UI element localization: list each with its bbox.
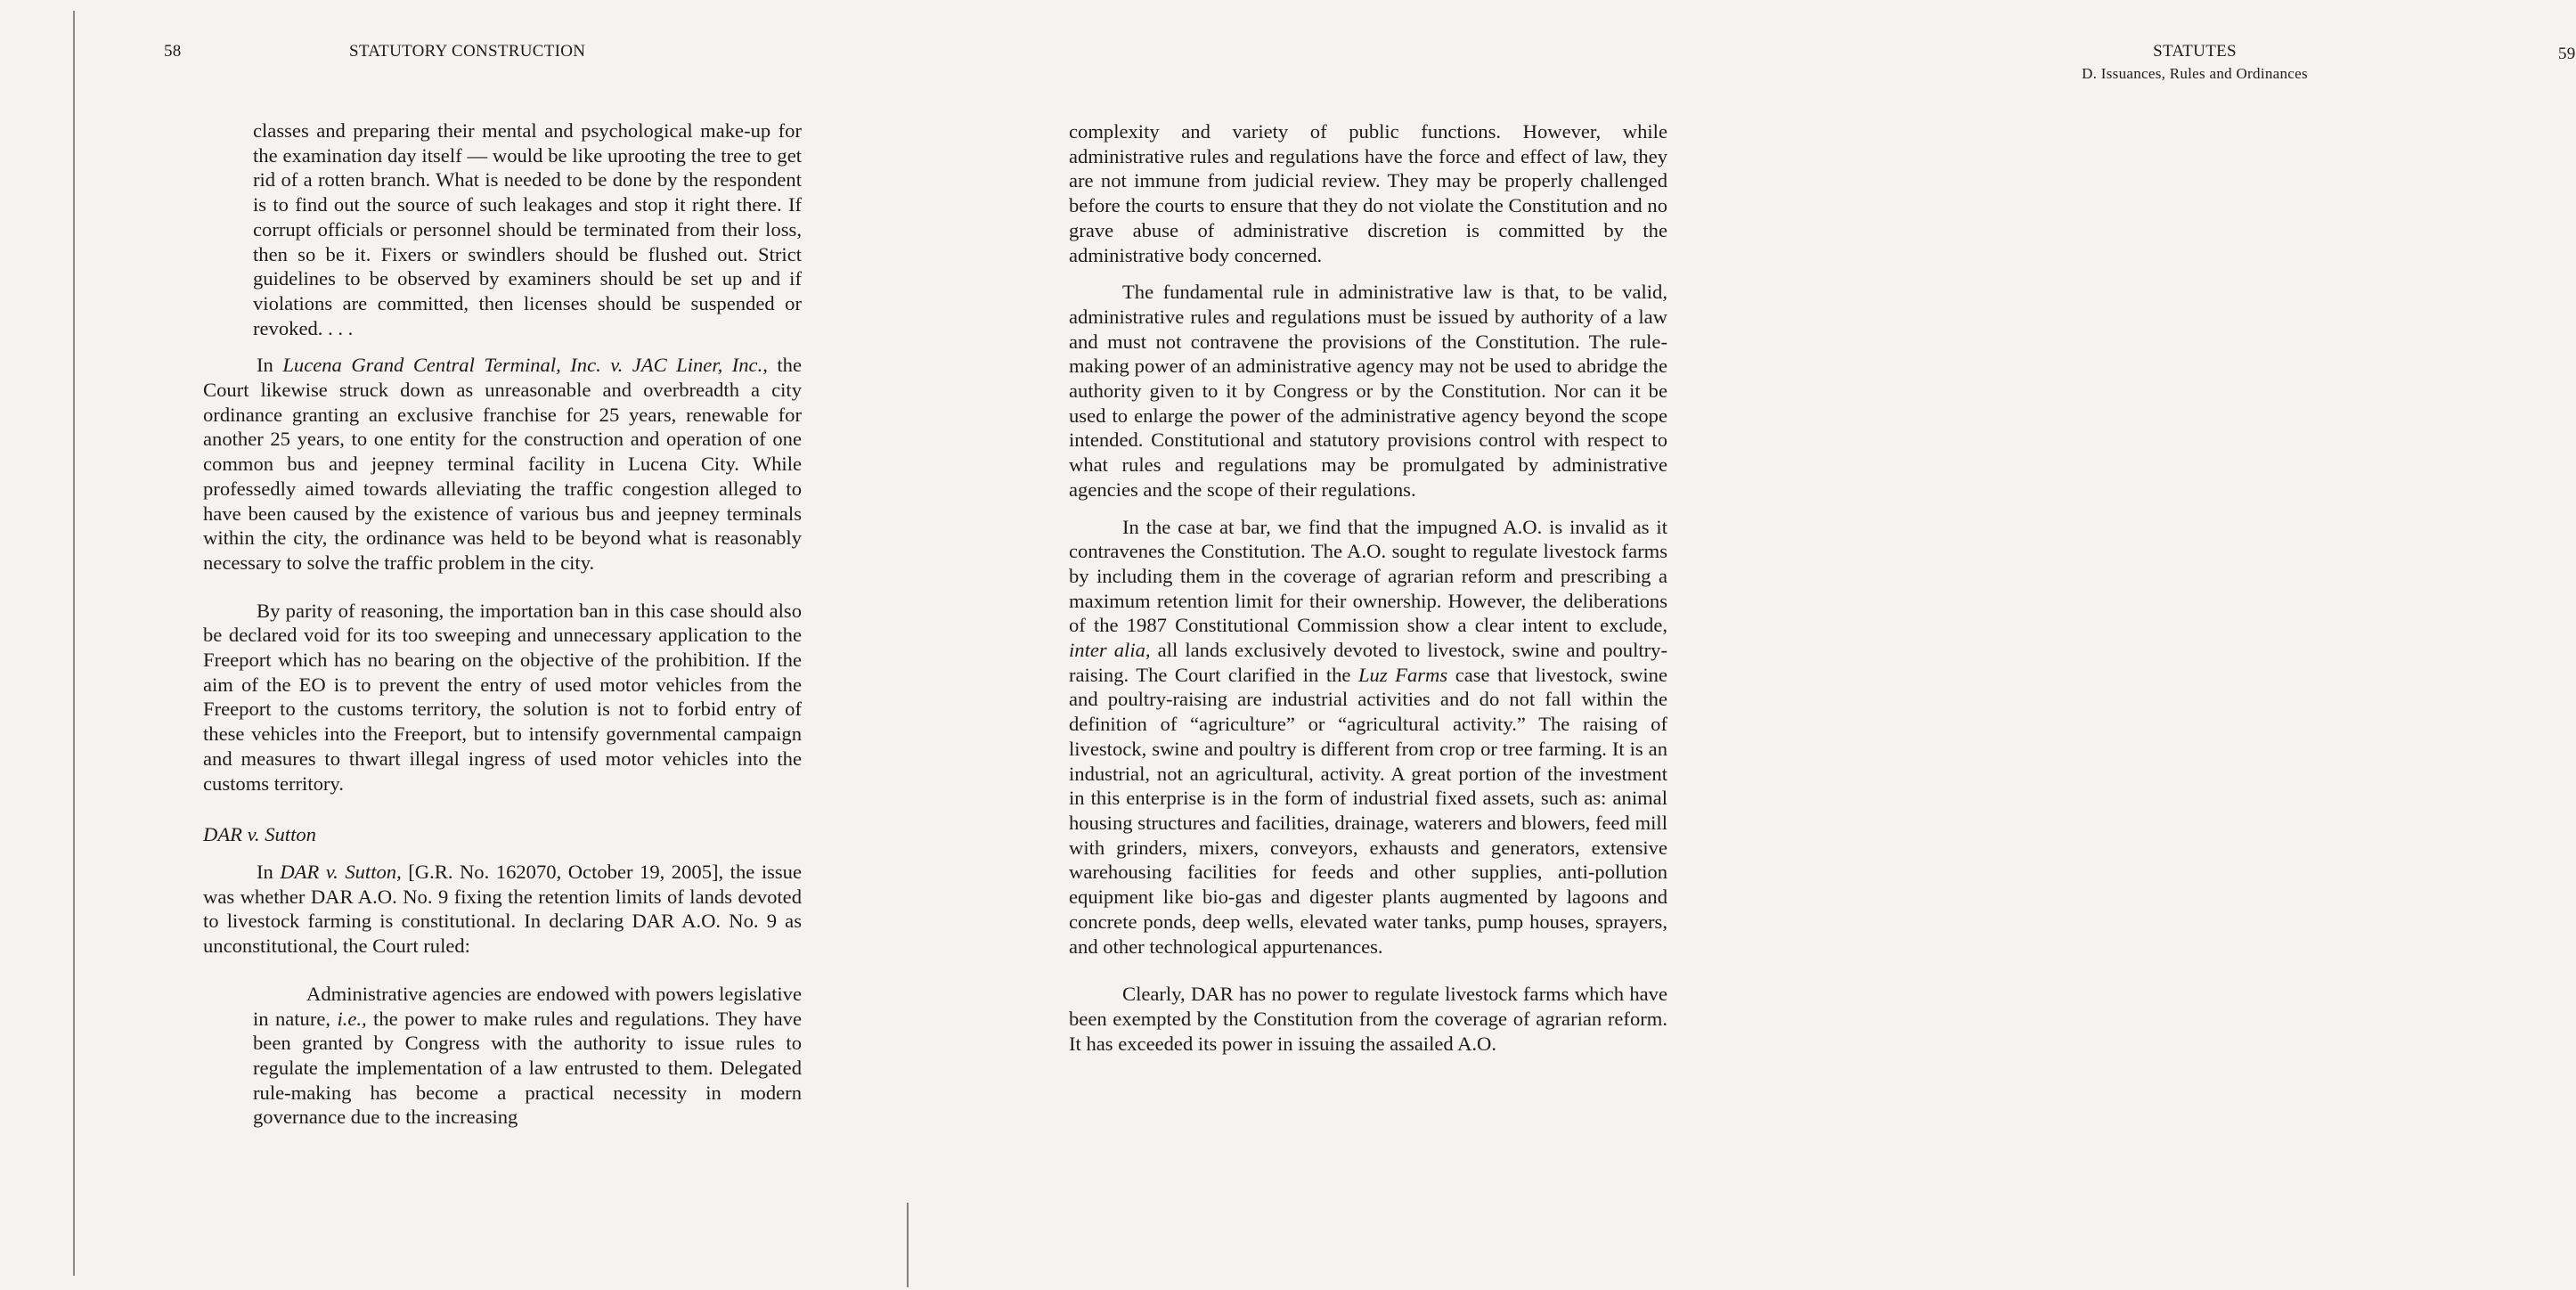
running-head-title: STATUTES	[2153, 42, 2237, 61]
right-text-column	[1069, 119, 1667, 1056]
running-head-right	[2061, 42, 2328, 83]
page-number-right: 59	[2558, 45, 2576, 63]
left-page	[0, 0, 912, 1290]
block-quote: Administrative agencies are endowed with powers legislative in nature, i.e., the power to make rules and regulations. They have been granted by Congress with the authority to issue rules to regulate the implementation of a law entrusted to them. Delegated rule-making has become a practical necessity in modern governance due to the increasing	[253, 982, 802, 1129]
gutter-line	[907, 1203, 909, 1287]
case-at-bar-paragraph: In the case at bar, we find that the impugned A.O. is invalid as it contravenes the Constitution. The A.O. sought to regulate livestock farms by including them in the coverage of agrarian reform and prescribing a maximum retention limit for their ownership. However, the deliberations of the 1987 Constitutional Commission show a clear intent to exclude, inter alia, all lands exclusively devoted to livestock, swine and poultry-raising. The Court clarified in the Luz Farms case that livestock, swine and poultry-raising are industrial activities and do not fall within the definition of “agriculture” or “agricultural activity.” The raising of livestock, swine and poultry is different from crop or tree farming. It is an industrial, not an agricultural, activity. A great portion of the investment in this enterprise is in the form of industrial fixed assets, such as: animal housing structures and facilities, drainage, waterers and blowers, feed mill with grinders, mixers, conveyors, exhausts and generators, extensive warehousing facilities for feeds and other supplies, anti-pollution equipment like bio-gas and digester plants augmented by lagoons and concrete ponds, deep wells, elevated water tanks, pump houses, sprayers, and other technological appurtenances.	[1069, 515, 1667, 958]
case-name-luz-farms: Luz Farms	[1357, 663, 1448, 686]
left-text-column	[203, 118, 802, 1130]
page-edge-line	[73, 11, 75, 1276]
case-name-dar: DAR v. Sutton,	[280, 860, 402, 883]
lucena-paragraph: In Lucena Grand Central Terminal, Inc. v. JAC Liner, Inc., the Court likewise struck down as unreasonable and overbreadth a city ordinance granting an exclusive franchise for 25 years, renewable for another 25 years, to one entity for the construction and operation of one common bus and jeepney terminal facility in Lucena City. While professedly aimed towards alleviating the traffic congestion alleged to have been caused by the existence of various bus and jeepney terminals within the city, the ordinance was held to be beyond what is reasonably necessary to solve the traffic problem in the city.	[203, 354, 802, 574]
page-number-left: 58	[164, 42, 182, 61]
quote-continuation: classes and preparing their mental and psychological make-up for the examination day itself — would be like uprooting the tree to get rid of a rotten branch. What is needed to be done by the respondent is to find out the source of such leakages and stop it right there. If corrupt officials or personnel should be terminated from their loss, then so be it. Fixers or swindlers should be flushed out. Strict guidelines to be observed by examiners should be set up and if violations are committed, then licenses should be suspended or revoked. . . .	[253, 119, 802, 339]
conclusion-paragraph: Clearly, DAR has no power to regulate livestock farms which have been exempted by the Constitution from the coverage of agrarian reform. It has exceeded its power in issuing the assailed A.O.	[1069, 983, 1667, 1055]
quote-continuation-right: complexity and variety of public functions. However, while administrative rules and regulations have the force and effect of law, they are not immune from judicial review. They may be properly challenged before the courts to ensure that they do not violate the Constitution and no grave abuse of administrative discretion is committed by the administrative body concerned.	[1069, 120, 1667, 266]
section-heading: DAR v. Sutton	[203, 823, 316, 846]
case-name-lucena: Lucena Grand Central Terminal, Inc. v. JAC Liner, Inc.	[282, 354, 763, 377]
dar-paragraph: In DAR v. Sutton, [G.R. No. 162070, October 19, 2005], the issue was whether DAR A.O. No. 9 fixing the retention limits of lands devoted to livestock farming is constitutional. In declaring DAR A.O. No. 9 as unconstitutional, the Court ruled:	[203, 860, 803, 958]
fundamental-rule-paragraph: The fundamental rule in administrative law is that, to be valid, administrative rules and regulations must be issued by authority of a law and must not contravene the provisions of the Constitution. The rule-making power of an administrative agency may not be used to abridge the authority given to it by Congress or by the Constitution. Nor can it be used to enlarge the power of the administrative agency beyond the scope intended. Constitutional and statutory provisions control with respect to what rules and regulations may be promulgated by administrative agencies and the scope of their regulations.	[1069, 281, 1667, 501]
running-head-subtitle: D. Issuances, Rules and Ordinances	[2082, 65, 2308, 82]
parity-paragraph: By parity of reasoning, the importation ban in this case should also be declared void for its too sweeping and unnecessary application to the Freeport which has no bearing on the objective of the prohibition. If the aim of the EO is to prevent the entry of used motor vehicles from the Freeport to the customs territory, the solution is not to forbid entry of these vehicles into the Freeport, but to intensify governmental campaign and measures to thwart illegal ingress of used motor vehicles into the customs territory.	[203, 599, 802, 795]
running-head-left: STATUTORY CONSTRUCTION	[349, 42, 586, 61]
